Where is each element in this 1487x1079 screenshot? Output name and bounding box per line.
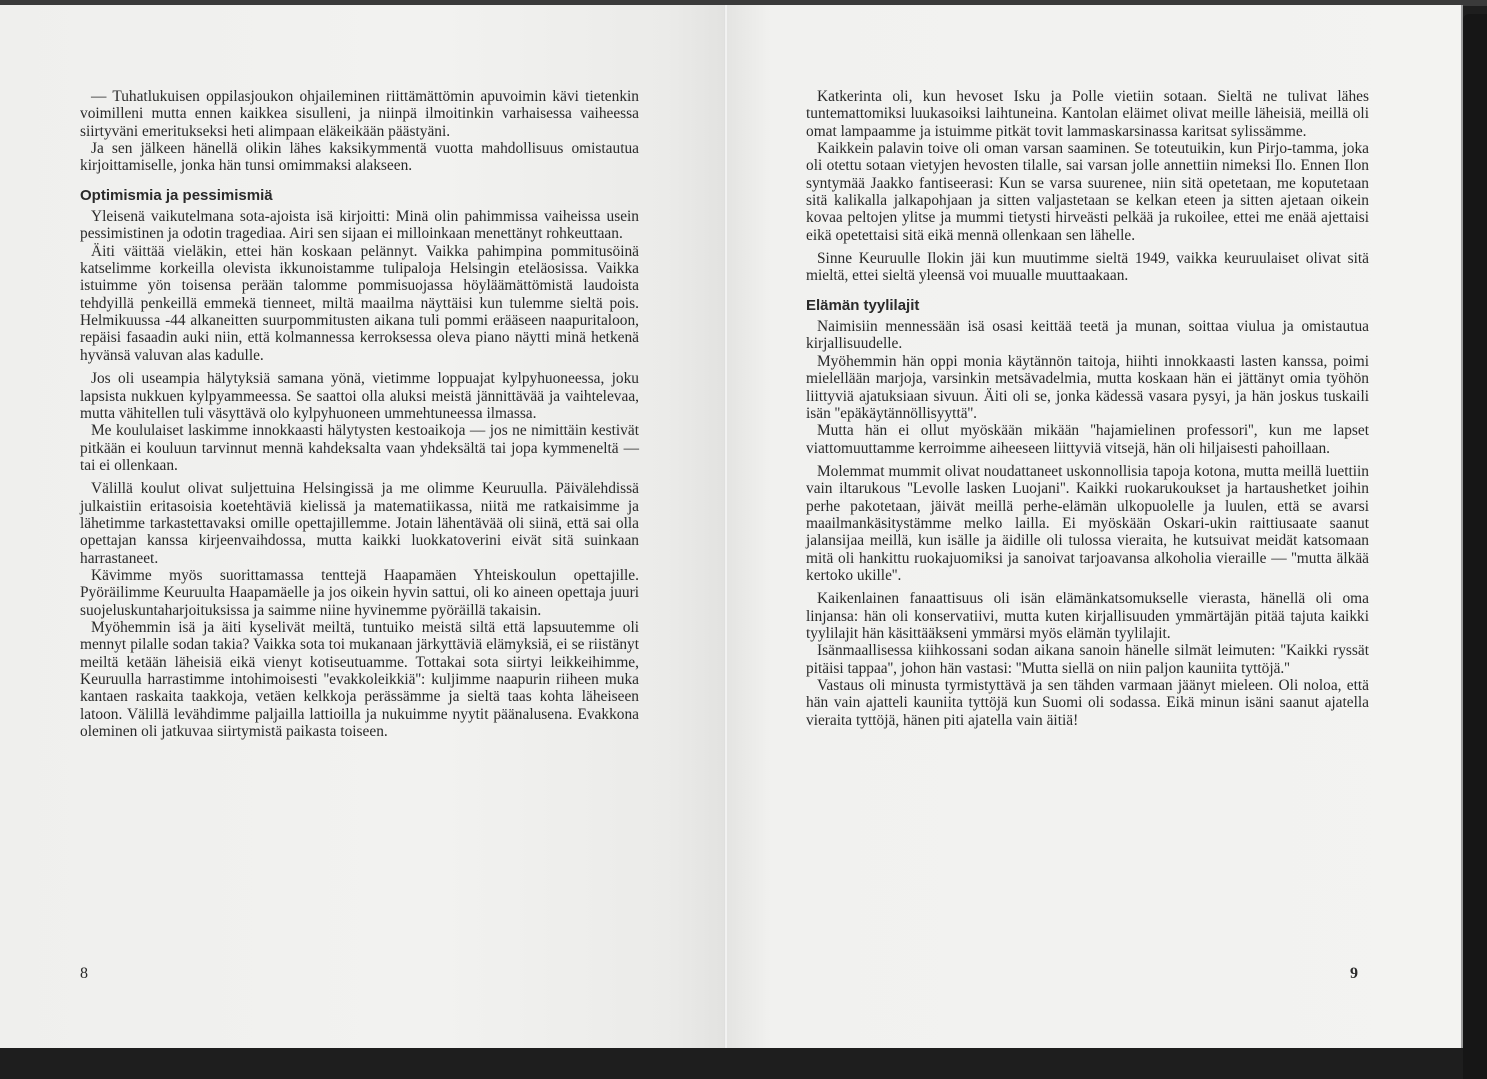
section-heading: Optimismia ja pessimismiä [80,186,273,204]
right-page-text [806,88,1369,729]
paragraph: Ja sen jälkeen hänellä olikin lähes kaksikymmentä vuotta mahdollisuus omistautua kirjoittamiselle, jonka hän tunsi omimmaksi alakseen. [80,140,639,175]
paragraph: Jos oli useampia hälytyksiä samana yönä, vietimme loppuajat kylpyhuoneessa, joku lapsista nukkuen kylpyammeessa. Se saattoi olla aluksi meistä jännittävää ja vaihtelevaa, mutta vähitellen tuli väsyttävä olo kylpyhuoneen ummehtuneessa ilmassa. [80,370,639,422]
paragraph: Yleisenä vaikutelmana sota-ajoista isä kirjoitti: Minä olin pahimmissa vaiheissa usein pessimistinen ja odotin tragediaa. Airi sen sijaan ei milloinkaan menettänyt rohkeuttaan. [80,208,639,243]
paragraph: Äiti väittää vieläkin, ettei hän koskaan pelännyt. Vaikka pahimpina pommitusöinä katselimme korkeilla olevista ikkunoistamme tulipaloja Helsingin eteläosissa. Vaikka istuimme yön toisensa perään talomme pommisuojassa höyläämättömistä laudoista tehdyillä penkeillä emmekä tienneet, miltä maailma näyttäisi kun tulemme sieltä pois. Helmikuussa -44 alkaneitten suurpommitusten aikana tuli pommi erääseen naapuritaloon, repäisi fasaadin auki niin, että kolmannessa kerroksessa oleva piano näytti minä hetkenä hyvänsä valuvan alas kadulle. [80,242,639,364]
paragraph: Vastaus oli minusta tyrmistyttävä ja sen tähden varmaan jäänyt mieleen. Oli noloa, että hän vain ajatteli kauniita tyttöjä kun Suomi oli sodassa. Eikä minun isäni saanut ajatella vieraita tyttöjä, hänen piti ajatella vain äitiä! [806,677,1369,729]
paragraph: Katkerinta oli, kun hevoset Isku ja Polle vietiin sotaan. Sieltä ne tulivat lähes tuntemattomiksi luukasoiksi laihtuneina. Kantolan eläimet olivat meille läheisiä, meillä oli omat lampaamme ja istuimme pitkät tovit lammaskarsinassa karitsat sylissämme. [806,88,1369,140]
paragraph: — Tuhatlukuisen oppilasjoukon ohjaileminen riittämättömin apuvoimin kävi tietenkin voimilleni mutta ennen kaikkea sisulleni, ja niinpä ilmoitinkin varhaisessa vaiheessa siirtyväni emeritukseksi heti alimpaan eläkeikään päästyäni. [80,88,639,140]
paragraph: Sinne Keuruulle Ilokin jäi kun muutimme sieltä 1949, vaikka keuruulaiset olivat sitä mieltä, ettei sieltä yleensä voi muualle muuttaakaan. [806,250,1369,285]
paragraph: Naimisiin mennessään isä osasi keittää teetä ja munan, soittaa viulua ja omistautua kirjallisuudelle. [806,318,1369,353]
paragraph: Molemmat mummit olivat noudattaneet uskonnollisia tapoja kotona, mutta meillä luettiin vain iltarukous ''Levolle lasken Luojani''. Kaikki ruokarukoukset ja hartaushetket joihin perhe pakotetaan, jäivät meillä perhe-elämän ulkopuolelle ja luulen, että se avarsi maailmankäsitystämme melko lailla. Ei myöskään Oskari-ukin raittiusaate saanut jalansijaa meillä, kun isälle ja äidille oli tulossa vieraita, he kutsuivat meidät katsomaan mitä oli hankittu ruokajuomiksi ja sanoivat tarjoavansa alkoholia vieraille — ''mutta älkää kertoko ukille''. [806,462,1369,584]
paragraph: Kaikenlainen fanaattisuus oli isän elämänkatsomukselle vierasta, hänellä oli oma linjansa: hän oli konservatiivi, mutta kuten kirjallisuuden ymmärtäjän pitää tajuta kaikki tyylilajit hän käsittääkseni ymmärsi myös elämän tyylilajit. [806,590,1369,642]
left-page-text [80,88,639,740]
paragraph: Isänmaallisessa kiihkossani sodan aikana sanoin hänelle silmät leimuten: ''Kaikki ryssät pitäisi tappaa'', johon hän vastasi: ''Mutta siellä on niin paljon kauniita tyttöjä.'' [806,642,1369,677]
paragraph: Kävimme myös suorittamassa tenttejä Haapamäen Yhteiskoulun opettajille. Pyöräilimme Keuruulta Haapamäelle ja jos oikein hyvin sattui, oli ko aineen opettaja juuri suojeluskuntaharjoituksissa ja saimme niine hyvinemme pyöräillä takaisin. [80,566,639,619]
paragraph: Me koululaiset laskimme innokkaasti hälytysten kestoaikoja — jos ne nimittäin kestivät pitkään ei kouluun tarvinnut mennä kahdeksalta vaan yhdeksältä tai jopa kymmeneltä — tai ei ollenkaan. [80,422,639,474]
page-number-right: 9 [1350,965,1358,982]
section-heading: Elämän tyylilajit [806,296,920,314]
paragraph: Myöhemmin isä ja äiti kyselivät meiltä, tuntuiko meistä siltä että lapsuutemme oli mennyt pilalle sodan takia? Vaikka sota toi mukanaan järkyttäviä elämyksiä, ei se riistänyt meiltä ketään läheisiä eikä vienyt kotiseutuamme. Tottakai sota siirtyi leikkeihimme, Keuruulla harrastimme intohimoisesti ''evakkoleikkiä'': kuljimme naapurin riiheen muka kantaen raskaita taakkoja, vetäen kelkkoja perässämme ja sieltä taas kohta läheiseen latoon. Välillä levähdimme paljailla lattioilla ja nukuimme nyytit päänalusena. Evakkona oleminen oli jatkuvaa siirtymistä paikasta toiseen. [80,618,639,741]
paragraph: Kaikkein palavin toive oli oman varsan saaminen. Se toteutuikin, kun Pirjo-tamma, joka oli otettu sotaan vietyjen hevosten tilalle, sai varsan jolle annettiin nimeksi Ilo. Ennen Ilon syntymää Jaakko fantiseerasi: Kun se varsa suurenee, niin sitä opetetaan, me koputetaan sitä kalikalla jalkapohjaan ja sitten valjastetaan se kelkan eteen ja sitten ajetaan oikein kovaa peltojen ylitse ja mummi tietysti hirveästi pelkää ja rukoilee, ettei me enää ajettaisi eikä opetettaisi sitä eikä mennä ollenkaan sen lähelle. [806,140,1369,244]
scan-background-edge [1463,14,1487,1079]
paragraph: Myöhemmin hän oppi monia käytännön taitoja, hiihti innokkaasti lasten kanssa, poimi mielellään marjoja, varsinkin metsävadelmia, mutta koskaan hän ei jättänyt omia työhön liittyviä ajatuksiaan sivuun. Äiti oli se, jonka kädessä vasara pysyi, ja hän joskus tuskaili isän ''epäkäytännöllisyyttä''. [806,352,1369,422]
paragraph: Välillä koulut olivat suljettuina Helsingissä ja me olimme Keuruulla. Päivälehdissä julkaistiin eritasoisia koetehtäviä kielissä ja matematiikassa, niitä me ratkaisimme ja lähetimme tarkastettavaksi omille opettajillemme. Jotain lähentävää oli siinä, että sai olla opettajan kanssa kirjeenvaihdossa, mutta kaikki luokkatoverini eivät sitä suinkaan harrastaneet. [80,480,639,567]
page-number-left: 8 [80,965,88,982]
book-gutter [724,5,728,1048]
paragraph: Mutta hän ei ollut myöskään mikään ''hajamielinen professori'', kun me lapset viattomuuttamme kerroimme aiheeseen liittyviä vitsejä, hän oli hiljaisesti pahoillaan. [806,422,1369,457]
